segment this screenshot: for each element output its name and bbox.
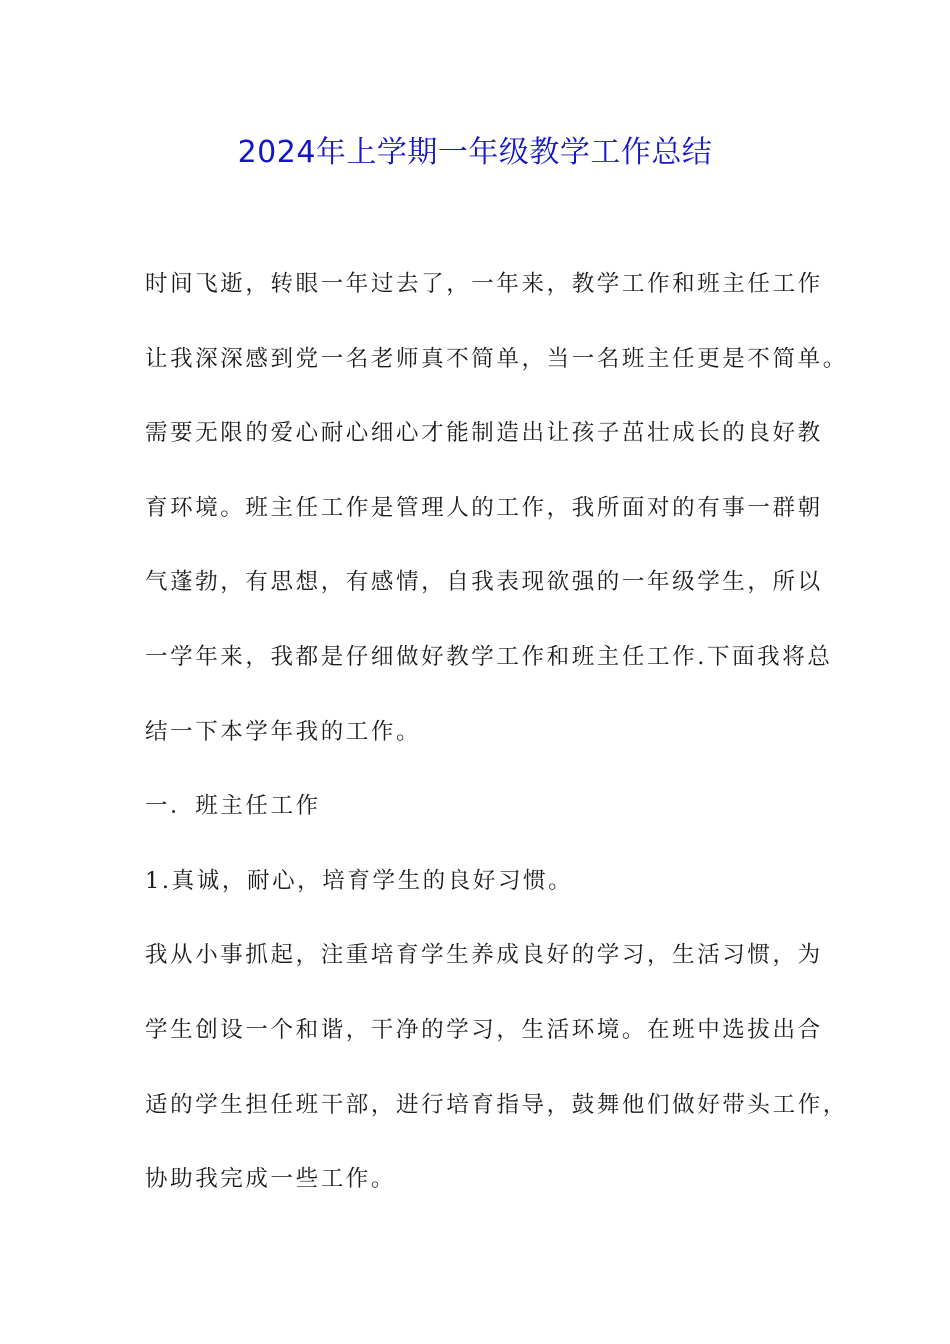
document-title: 2024年上学期一年级教学工作总结 (237, 135, 713, 170)
document-body (145, 262, 848, 1232)
paragraph-line: 一学年来，我都是仔细做好教学工作和班主任工作.下面我将总 (145, 643, 833, 670)
paragraph-line: 让我深深感到党一名老师真不简单，当一名班主任更是不简单。 (145, 345, 848, 372)
paragraph-line: 需要无限的爱心耐心细心才能制造出让孩子茁壮成长的良好教 (145, 420, 823, 447)
paragraph-line: 协助我完成一些工作。 (145, 1166, 397, 1193)
paragraph-line: 学生创设一个和谐，干净的学习，生活环境。在班中选拔出合 (145, 1016, 823, 1043)
paragraph-line: 适的学生担任班干部，进行培育指导，鼓舞他们做好带头工作， (145, 1091, 848, 1118)
paragraph-line: 我从小事抓起，注重培育学生养成良好的学习，生活习惯，为 (145, 942, 823, 969)
section-heading: 一．班主任工作 (145, 793, 321, 820)
paragraph-line: 育环境。班主任工作是管理人的工作，我所面对的有事一群朝 (145, 494, 823, 521)
paragraph-line: 结一下本学年我的工作。 (145, 718, 422, 745)
paragraph-line: 时间飞逝，转眼一年过去了，一年来，教学工作和班主任工作 (145, 271, 823, 297)
subsection-heading: 1.真诚，耐心，培育学生的良好习惯。 (145, 867, 574, 894)
paragraph-line: 气蓬勃，有思想，有感情，自我表现欲强的一年级学生，所以 (145, 569, 823, 596)
